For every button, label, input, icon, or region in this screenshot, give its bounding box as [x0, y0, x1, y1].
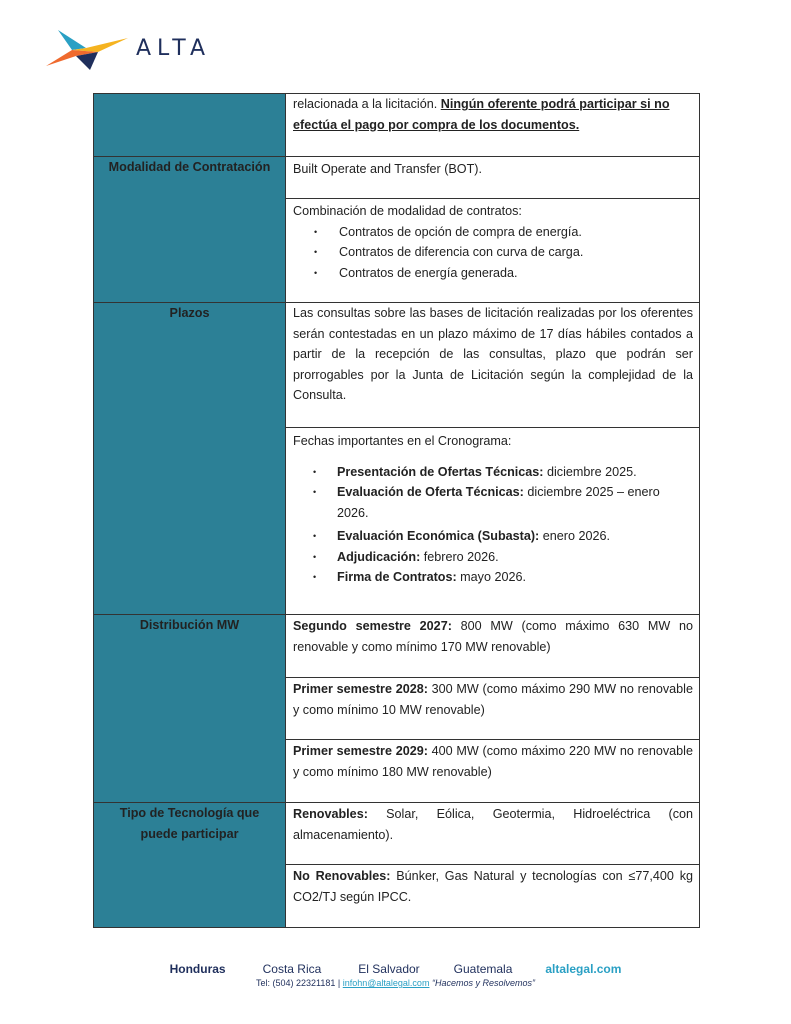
distribucion-label: Distribución MW [94, 615, 286, 803]
footer-motto: “Hacemos y Resolvemos” [431, 978, 535, 988]
combo-intro: Combinación de modalidad de contratos: [293, 204, 522, 218]
page-footer [0, 962, 791, 988]
plazos-label: Plazos [94, 303, 286, 615]
schedule-list [293, 462, 693, 588]
schedule-item-title: Adjudicación: [337, 549, 421, 564]
schedule-item-date: diciembre 2025 – enero 2026. [337, 485, 660, 520]
office-el-salvador: El Salvador [358, 962, 420, 976]
schedule-item-title: Evaluación Económica (Subasta): [337, 529, 540, 543]
logo-wordmark: ALTA [136, 36, 212, 61]
bot-cell [286, 157, 700, 199]
intro-cell [286, 94, 700, 157]
bot-text: Built Operate and Transfer (BOT). [293, 162, 482, 176]
tecnologia-cell [286, 865, 700, 928]
combo-cell [286, 199, 700, 303]
period-title: Primer semestre 2029: [293, 744, 428, 758]
table-row [94, 157, 700, 199]
footer-offices [0, 962, 791, 976]
period-text: 300 MW (como máximo 290 MW no renovable y como mínimo 10 MW renovable) [293, 682, 693, 717]
tecnologia-cell [286, 803, 700, 865]
schedule-item-date: mayo 2026. [456, 570, 526, 584]
period-title: Primer semestre 2028: [293, 682, 428, 696]
schedule-item-date: febrero 2026. [420, 549, 499, 564]
modalidad-label: Modalidad de Contratación [94, 157, 286, 303]
footer-email-link[interactable]: infohn@altalegal.com [342, 978, 430, 988]
list-item [293, 462, 693, 483]
office-guatemala: Guatemala [453, 962, 513, 976]
list-item: • Contratos de opción de compra de energía. [293, 222, 693, 243]
office-costa-rica: Costa Rica [262, 962, 322, 976]
period-title: Segundo semestre 2027: [293, 619, 452, 633]
tech-text: Búnker, Gas Natural y tecnologías con ≤77,400 kg CO2/TJ según IPCC. [293, 869, 693, 904]
schedule-item-title: Firma de Contratos: [337, 570, 457, 584]
consultas-cell [286, 303, 700, 428]
tech-text: Solar, Eólica, Geotermia, Hidroeléctrica (con almacenamiento). [293, 807, 693, 842]
period-text: 800 MW (como máximo 630 MW no renovable y como mínimo 170 MW renovable) [293, 619, 693, 654]
schedule-item-title: Evaluación de Oferta Técnicas: [337, 485, 524, 499]
alta-logo [46, 26, 212, 72]
list-item: • Contratos de diferencia con curva de carga. [293, 242, 693, 263]
fechas-cell [286, 428, 700, 615]
footer-tel: Tel: (504) 22321181 | [256, 978, 343, 988]
contract-list [293, 222, 693, 284]
row-label-empty [94, 94, 286, 157]
list-item [293, 547, 693, 568]
intro-bold-notice: Ningún oferente podrá participar si no efectúa el pago por compra de los documentos. [293, 97, 670, 132]
schedule-item-date: enero 2026. [539, 529, 610, 543]
list-item: • Contratos de energía generada. [293, 263, 693, 284]
table-row [94, 615, 700, 678]
table-row [94, 303, 700, 428]
list-item [293, 526, 693, 547]
list-item [293, 482, 693, 523]
distribucion-cell [286, 740, 700, 803]
distribucion-cell [286, 678, 700, 740]
tecnologia-label: Tipo de Tecnología que puede participar [94, 803, 286, 928]
footer-contact [0, 978, 791, 988]
schedule-item-title: Presentación de Ofertas Técnicas: [337, 464, 544, 479]
tech-title: No Renovables: [293, 869, 391, 883]
alta-bird-icon [46, 26, 132, 72]
table-row [94, 94, 700, 157]
website-link[interactable]: altalegal.com [545, 962, 622, 976]
intro-text: relacionada a la licitación. [293, 97, 441, 111]
period-text: 400 MW (como máximo 220 MW no renovable y como mínimo 180 MW renovable) [293, 744, 693, 779]
tender-details-table [93, 93, 700, 928]
office-honduras: Honduras [169, 962, 226, 976]
tech-title: Renovables: [293, 807, 368, 821]
list-item [293, 567, 693, 588]
distribucion-cell [286, 615, 700, 678]
consultas-text: Las consultas sobre las bases de licitación realizadas por los oferentes serán contestadas en un plazo máximo de 17 días hábiles contados a partir de la recepción de las consultas, plazo que podrán ser prorrogables por la Junta de Licitación según la complejidad de la Consulta. [293, 306, 693, 402]
schedule-item-date: diciembre 2025. [543, 464, 637, 479]
fechas-intro: Fechas importantes en el Cronograma: [293, 434, 512, 448]
table-row [94, 803, 700, 865]
